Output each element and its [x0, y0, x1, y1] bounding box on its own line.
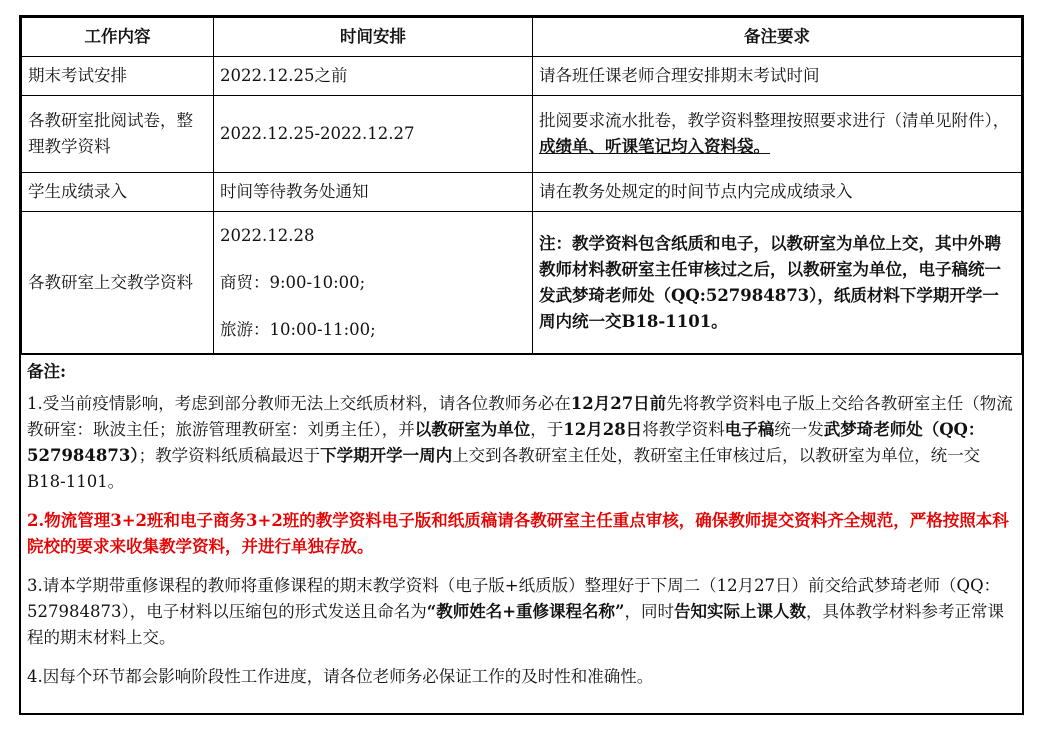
note-item-4: 4.因每个环节都会影响阶段性工作进度，请各位老师务必保证工作的及时性和准确性。: [27, 667, 654, 686]
note-item-1: [27, 391, 1016, 495]
time-cell: [214, 212, 533, 354]
note-emphasis: 下学期开学一周内: [320, 446, 453, 465]
note-emphasis: 12月28日: [563, 420, 643, 439]
note-cell: 请在教务处规定的时间节点内完成成绩录入: [533, 173, 1022, 212]
table-row: [22, 57, 1022, 96]
note-item-3: [27, 573, 1016, 651]
note-text: 上交到各教研室主任处，教研室主任审核过后，以教研室为单位，统一交B18-1101。: [27, 446, 981, 491]
note-text: ，于: [530, 420, 564, 439]
note-item-2: 2.物流管理3+2班和电子商务3+2班的教学资料电子版和纸质稿请各教研室主任重点审核，确保教师提交资料齐全规范，严格按照本科院校的要求来收集教学资料，并进行单独存放。: [27, 511, 1009, 556]
time-date: 2022.12.28: [220, 226, 315, 245]
table-row: [22, 173, 1022, 212]
note-emphasis: “教师姓名+重修课程名称”: [426, 602, 625, 621]
note-text: ，同时: [624, 602, 675, 621]
schedule-sheet: [19, 15, 1024, 715]
task-cell: 期末考试安排: [22, 57, 214, 96]
note-emphasis: 以教研室为单位: [414, 420, 531, 439]
schedule-table: [21, 17, 1022, 354]
table-row: [22, 96, 1022, 173]
task-cell: 各教研室上交教学资料: [22, 212, 214, 354]
note-emphasis: 12月27日前: [570, 394, 667, 413]
header-note: 备注要求: [533, 18, 1022, 57]
notes-section: [21, 354, 1022, 690]
note-text: 将教学资料: [642, 420, 725, 439]
task-cell: 各教研室批阅试卷，整理教学资料: [22, 96, 214, 173]
time-lvyou: 旅游：10:00-11:00;: [220, 320, 376, 339]
time-shangmao: 商贸：9:00-10:00;: [220, 273, 366, 292]
note-emphasis: 电子稿: [724, 420, 775, 439]
time-cell: 2022.12.25之前: [214, 57, 533, 96]
note-text: 批阅要求流水批卷，教学资料整理按照要求进行（清单见附件），: [539, 111, 1010, 130]
note-text: 先将教学资料电子版上交给各教研室主任（物流教研室：耿波主任；旅游管理教研室：刘勇主任），并: [27, 394, 1013, 439]
note-text: 3.请本学期带重修课程的教师将重修课程的期末教学资料（电子版+纸质版）整理好于下周二（12月27日）前交给武梦琦老师（QQ：527984873），电子材料以压缩包的形式发送且命名为: [27, 576, 1001, 621]
table-header-row: [22, 18, 1022, 57]
note-text: ；教学资料纸质稿最迟于: [138, 446, 321, 465]
time-cell: 时间等待教务处通知: [214, 173, 533, 212]
table-row: [22, 212, 1022, 354]
note-cell: [533, 96, 1022, 173]
time-cell: 2022.12.25-2022.12.27: [214, 96, 533, 173]
note-underlined: 成绩单、听课笔记均入资料袋。: [539, 137, 770, 156]
notes-title: 备注:: [27, 362, 67, 381]
task-cell: 学生成绩录入: [22, 173, 214, 212]
note-text: 统一发: [774, 420, 824, 439]
note-cell: 请各班任课老师合理安排期末考试时间: [533, 57, 1022, 96]
note-text: 1.受当前疫情影响，考虑到部分教师无法上交纸质材料，请各位教师务必在: [27, 394, 571, 413]
note-emphasis: 告知实际上课人数: [674, 602, 807, 621]
note-text: ，具体教学材料参考正常课程的期末材料上交。: [27, 602, 1005, 647]
note-cell: 注：教学资料包含纸质和电子，以教研室为单位上交，其中外聘教师材料教研室主任审核过之后，以教研室为单位，电子稿统一发武梦琦老师处（QQ:527984873），纸质材料下学期开学一周内统一交B18-1101。: [533, 212, 1022, 354]
note-emphasis: 武梦琦老师处（QQ：527984873）: [27, 420, 985, 465]
header-time: 时间安排: [214, 18, 533, 57]
header-task: 工作内容: [22, 18, 214, 57]
